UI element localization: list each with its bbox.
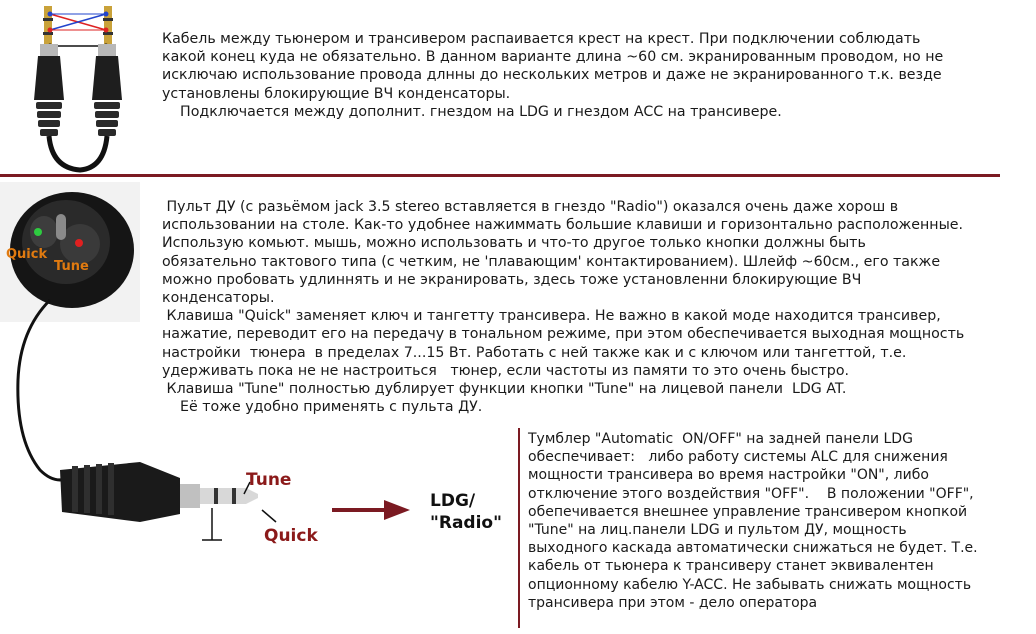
text-line: кабель от тьюнера к трансиверу станет эквивалентен: [528, 558, 934, 575]
text-line: обязательно тактового типа (с четким, не 'плавающим' контактированием). Шлейф ~60см., его также: [162, 253, 941, 270]
ldg-label-line1: LDG/: [430, 491, 476, 511]
plug-quick-label: Quick: [264, 526, 318, 546]
text-line: трансивера при этом - дело оператора: [528, 594, 818, 611]
cable-description: [162, 30, 943, 121]
automatic-switch-note: [528, 430, 978, 612]
text-line: обепечивается внешнее управление трансивером кнопкой: [528, 503, 968, 520]
text-line: установлены блокирующие ВЧ конденсаторы.: [162, 85, 511, 102]
text-line: нажатие, переводит его на передачу в тональном режиме, при этом обеспечивается выходная мощность: [162, 326, 965, 343]
text-line: обеспечивает: либо работу системы ALC для снижения: [528, 449, 948, 466]
text-line: "Tune" на лиц.панели LDG и пультом ДУ, мощность: [528, 522, 907, 539]
section-divider: [0, 174, 1000, 177]
text-line: можно пробовать удлиннять и не экранировать, здесь тоже установленни блокирующие ВЧ: [162, 271, 862, 288]
text-line: Клавиша "Tune" полностью дублирует функции кнопки "Tune" на лицевой панели LDG AT.: [162, 381, 847, 398]
remote-description: [162, 198, 964, 416]
ldg-label-line2: "Radio": [430, 513, 502, 533]
text-line: Клавиша "Quick" заменяет ключ и тангетту трансивера. Не важно в какой моде находится трансивер,: [162, 308, 941, 325]
text-line: выходного каскада автоматически снижаться не будет. Т.е.: [528, 540, 978, 557]
text-line: опционному кабелю Y-ACC. Не забывать снижать мощность: [528, 576, 972, 593]
text-line: Тумблер "Automatic ON/OFF" на задней панели LDG: [528, 431, 913, 447]
jack-cable-image: [34, 6, 122, 170]
text-line: Подключается между дополнит. гнездом на LDG и гнездом ACC на трансивере.: [162, 103, 782, 120]
text-line: Пульт ДУ (с разьёмом jack 3.5 stereo вставляется в гнездо "Radio") оказался очень даже хорош в: [162, 199, 899, 215]
note-border: [518, 428, 520, 628]
text-line: удерживать пока не не настроиться тюнер, если частоты из памяти то это очень быстро.: [162, 362, 850, 379]
text-line: настройки тюнера в пределах 7...15 Вт. Работать с ней также как и с ключом или тангеттой, т.е.: [162, 344, 907, 361]
text-line: исключаю использование провода длнны до нескольких метров и даже не экранированного т.к. везде: [162, 67, 942, 84]
jack-plug-image: [60, 462, 276, 540]
ldg-radio-label: [430, 490, 502, 534]
text-line: мощности трансивера во время настройки "ON", либо: [528, 467, 929, 484]
mouse-tune-label: Tune: [54, 259, 89, 274]
mouse-quick-label: Quick: [6, 247, 48, 262]
mouse-image: [0, 182, 140, 480]
text-line: отключение этого воздействия "OFF". В положении "OFF",: [528, 485, 974, 502]
plug-tune-label: Tune: [246, 470, 292, 490]
text-line: использовании на столе. Как-то удобнее нажиммать большие клавиши и горизонтально расположенные.: [162, 217, 964, 234]
text-line: Использую комьют. мышь, можно использовать и что-то другое только кнопки должны быть: [162, 235, 866, 252]
text-line: Её тоже удобно применять с пульта ДУ.: [162, 399, 483, 416]
arrow-right-icon: [332, 500, 410, 520]
text-line: конденсаторы.: [162, 290, 275, 307]
text-line: Кабель между тьюнером и трансивером распаивается крест на крест. При подключении соблюдать: [162, 31, 921, 47]
text-line: какой конец куда не обязательно. В данном варианте длина ~60 см. экранированным проводом, но не: [162, 49, 944, 66]
